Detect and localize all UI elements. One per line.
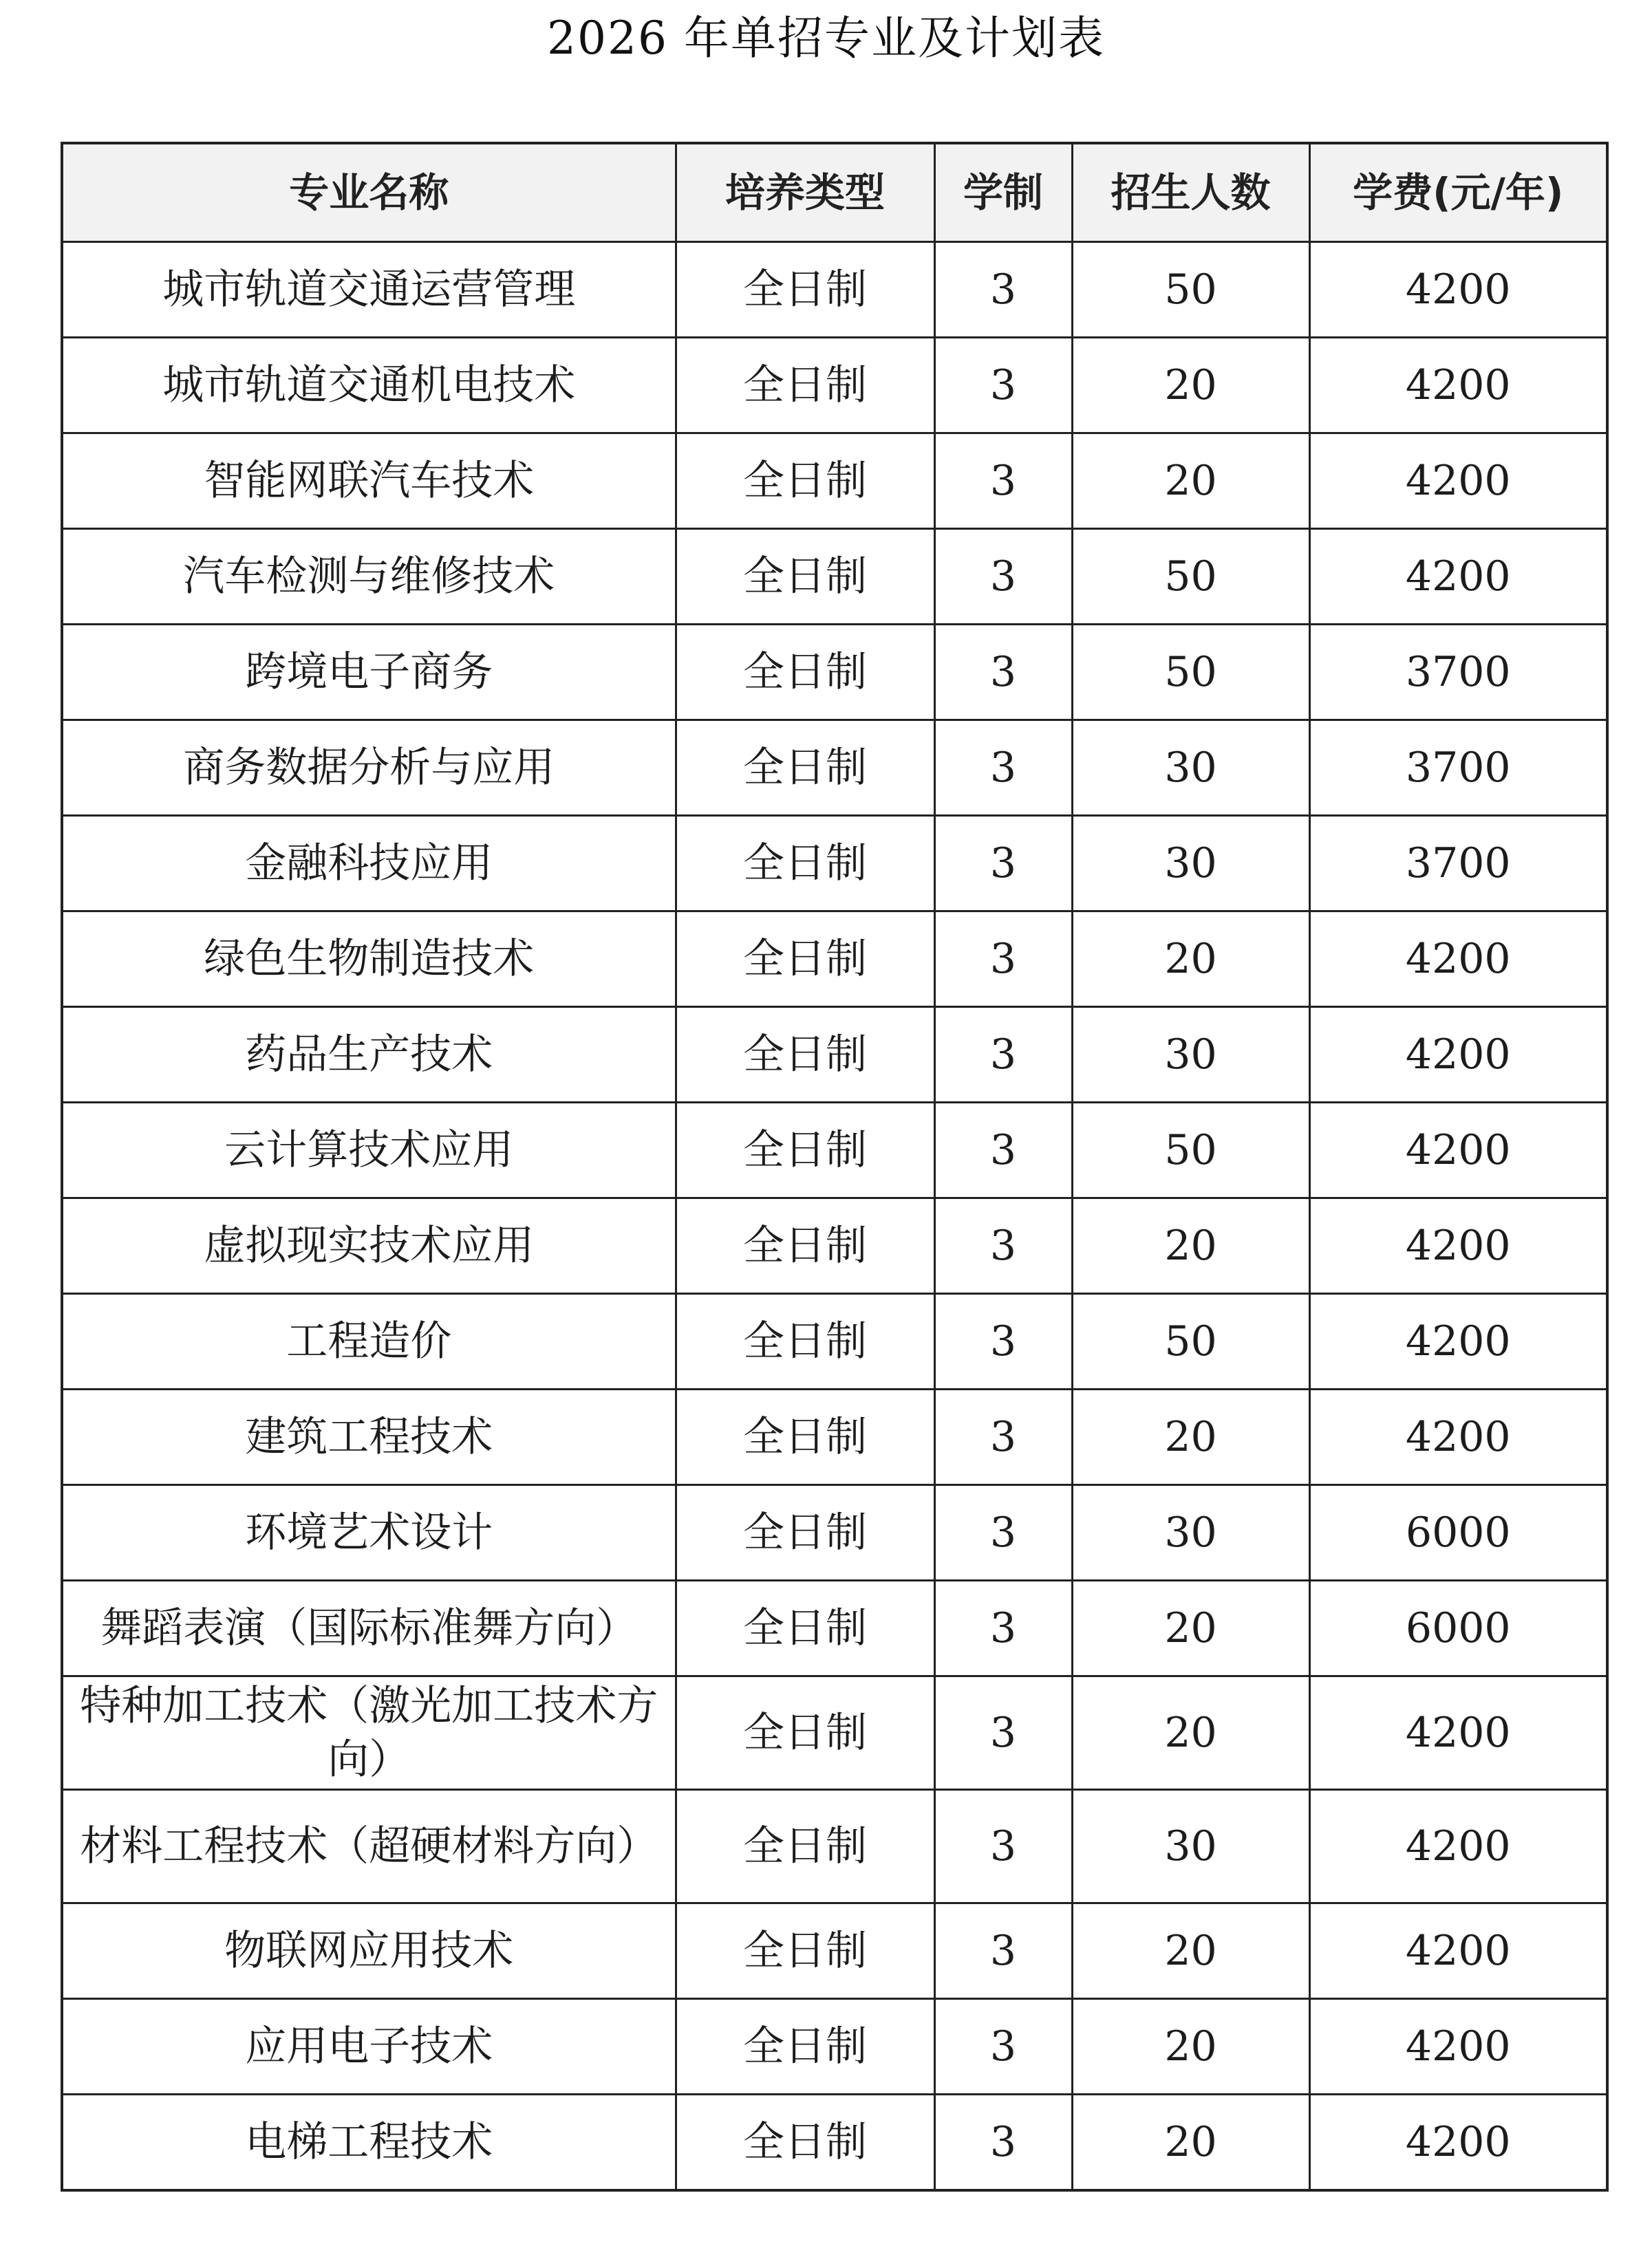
enrollment-plan-table [61,142,1609,2192]
table-row [62,1485,1607,1581]
major-name-cell: 商务数据分析与应用 [62,720,676,816]
table-row [62,1390,1607,1485]
enrollment-quota-cell: 20 [1072,1390,1309,1485]
duration-cell: 3 [934,433,1072,529]
enrollment-quota-cell: 20 [1072,433,1309,529]
tuition-fee-cell: 4200 [1309,1676,1607,1790]
study-type-cell: 全日制 [676,1390,934,1485]
tuition-fee-cell: 4200 [1309,1007,1607,1103]
table-row [62,1999,1607,2095]
column-header-years: 学制 [934,143,1072,242]
enrollment-quota-cell: 30 [1072,1007,1309,1103]
duration-cell: 3 [934,1581,1072,1676]
major-name-cell: 金融科技应用 [62,816,676,911]
tuition-fee-cell: 4200 [1309,1903,1607,1999]
tuition-fee-cell: 4200 [1309,1999,1607,2095]
duration-cell: 3 [934,1390,1072,1485]
study-type-cell: 全日制 [676,625,934,720]
duration-cell: 3 [934,2095,1072,2191]
table-row [62,433,1607,529]
page-title: 2026 年单招专业及计划表 [547,12,1105,65]
tuition-fee-cell: 4200 [1309,338,1607,433]
study-type-cell: 全日制 [676,911,934,1007]
table-row [62,911,1607,1007]
major-name-cell: 绿色生物制造技术 [62,911,676,1007]
duration-cell: 3 [934,338,1072,433]
table-row [62,816,1607,911]
table-row [62,338,1607,433]
tuition-fee-cell: 4200 [1309,1294,1607,1390]
column-header-fee: 学费(元/年) [1309,143,1607,242]
enrollment-quota-cell: 20 [1072,338,1309,433]
study-type-cell: 全日制 [676,1790,934,1903]
table-row [62,1198,1607,1294]
column-header-type: 培养类型 [676,143,934,242]
enrollment-quota-cell: 20 [1072,1581,1309,1676]
study-type-cell: 全日制 [676,2095,934,2191]
major-name-cell: 特种加工技术（激光加工技术方向） [62,1676,676,1790]
major-name-cell: 跨境电子商务 [62,625,676,720]
table-row [62,2095,1607,2191]
study-type-cell: 全日制 [676,242,934,338]
duration-cell: 3 [934,1007,1072,1103]
study-type-cell: 全日制 [676,338,934,433]
duration-cell: 3 [934,529,1072,625]
tuition-fee-cell: 4200 [1309,1390,1607,1485]
enrollment-quota-cell: 20 [1072,1198,1309,1294]
tuition-fee-cell: 3700 [1309,625,1607,720]
major-name-cell: 工程造价 [62,1294,676,1390]
tuition-fee-cell: 4200 [1309,242,1607,338]
major-name-cell: 电梯工程技术 [62,2095,676,2191]
study-type-cell: 全日制 [676,529,934,625]
study-type-cell: 全日制 [676,1294,934,1390]
duration-cell: 3 [934,1790,1072,1903]
duration-cell: 3 [934,816,1072,911]
enrollment-quota-cell: 50 [1072,1294,1309,1390]
major-name-cell: 建筑工程技术 [62,1390,676,1485]
duration-cell: 3 [934,625,1072,720]
duration-cell: 3 [934,1294,1072,1390]
major-name-cell: 药品生产技术 [62,1007,676,1103]
duration-cell: 3 [934,720,1072,816]
tuition-fee-cell: 6000 [1309,1581,1607,1676]
table-row [62,242,1607,338]
table-row [62,529,1607,625]
study-type-cell: 全日制 [676,1676,934,1790]
table-row [62,1581,1607,1676]
table-header-row [62,143,1607,242]
enrollment-quota-cell: 20 [1072,1903,1309,1999]
enrollment-quota-cell: 20 [1072,2095,1309,2191]
study-type-cell: 全日制 [676,1999,934,2095]
enrollment-quota-cell: 50 [1072,625,1309,720]
duration-cell: 3 [934,1198,1072,1294]
study-type-cell: 全日制 [676,1198,934,1294]
tuition-fee-cell: 6000 [1309,1485,1607,1581]
major-name-cell: 材料工程技术（超硬材料方向） [62,1790,676,1903]
tuition-fee-cell: 4200 [1309,1103,1607,1198]
tuition-fee-cell: 4200 [1309,529,1607,625]
duration-cell: 3 [934,1103,1072,1198]
table-row [62,1676,1607,1790]
major-name-cell: 舞蹈表演（国际标准舞方向） [62,1581,676,1676]
study-type-cell: 全日制 [676,1581,934,1676]
study-type-cell: 全日制 [676,720,934,816]
enrollment-quota-cell: 50 [1072,242,1309,338]
study-type-cell: 全日制 [676,1903,934,1999]
enrollment-quota-cell: 30 [1072,816,1309,911]
duration-cell: 3 [934,1676,1072,1790]
enrollment-quota-cell: 30 [1072,1485,1309,1581]
table-row [62,1103,1607,1198]
table-row [62,1007,1607,1103]
major-name-cell: 汽车检测与维修技术 [62,529,676,625]
tuition-fee-cell: 3700 [1309,720,1607,816]
table-row [62,1903,1607,1999]
enrollment-quota-cell: 30 [1072,1790,1309,1903]
duration-cell: 3 [934,242,1072,338]
major-name-cell: 虚拟现实技术应用 [62,1198,676,1294]
column-header-major: 专业名称 [62,143,676,242]
major-name-cell: 云计算技术应用 [62,1103,676,1198]
table-row [62,720,1607,816]
table-row [62,1790,1607,1903]
major-name-cell: 城市轨道交通机电技术 [62,338,676,433]
tuition-fee-cell: 4200 [1309,1790,1607,1903]
enrollment-quota-cell: 20 [1072,1999,1309,2095]
duration-cell: 3 [934,911,1072,1007]
enrollment-quota-cell: 20 [1072,911,1309,1007]
study-type-cell: 全日制 [676,1485,934,1581]
enrollment-quota-cell: 20 [1072,1676,1309,1790]
study-type-cell: 全日制 [676,1103,934,1198]
enrollment-quota-cell: 50 [1072,1103,1309,1198]
study-type-cell: 全日制 [676,1007,934,1103]
major-name-cell: 应用电子技术 [62,1999,676,2095]
tuition-fee-cell: 4200 [1309,1198,1607,1294]
study-type-cell: 全日制 [676,433,934,529]
column-header-quota: 招生人数 [1072,143,1309,242]
table-row [62,625,1607,720]
table-row [62,1294,1607,1390]
enrollment-quota-cell: 50 [1072,529,1309,625]
study-type-cell: 全日制 [676,816,934,911]
major-name-cell: 城市轨道交通运营管理 [62,242,676,338]
tuition-fee-cell: 4200 [1309,2095,1607,2191]
major-name-cell: 物联网应用技术 [62,1903,676,1999]
duration-cell: 3 [934,1485,1072,1581]
enrollment-quota-cell: 30 [1072,720,1309,816]
major-name-cell: 智能网联汽车技术 [62,433,676,529]
tuition-fee-cell: 4200 [1309,911,1607,1007]
tuition-fee-cell: 4200 [1309,433,1607,529]
duration-cell: 3 [934,1903,1072,1999]
duration-cell: 3 [934,1999,1072,2095]
major-name-cell: 环境艺术设计 [62,1485,676,1581]
tuition-fee-cell: 3700 [1309,816,1607,911]
